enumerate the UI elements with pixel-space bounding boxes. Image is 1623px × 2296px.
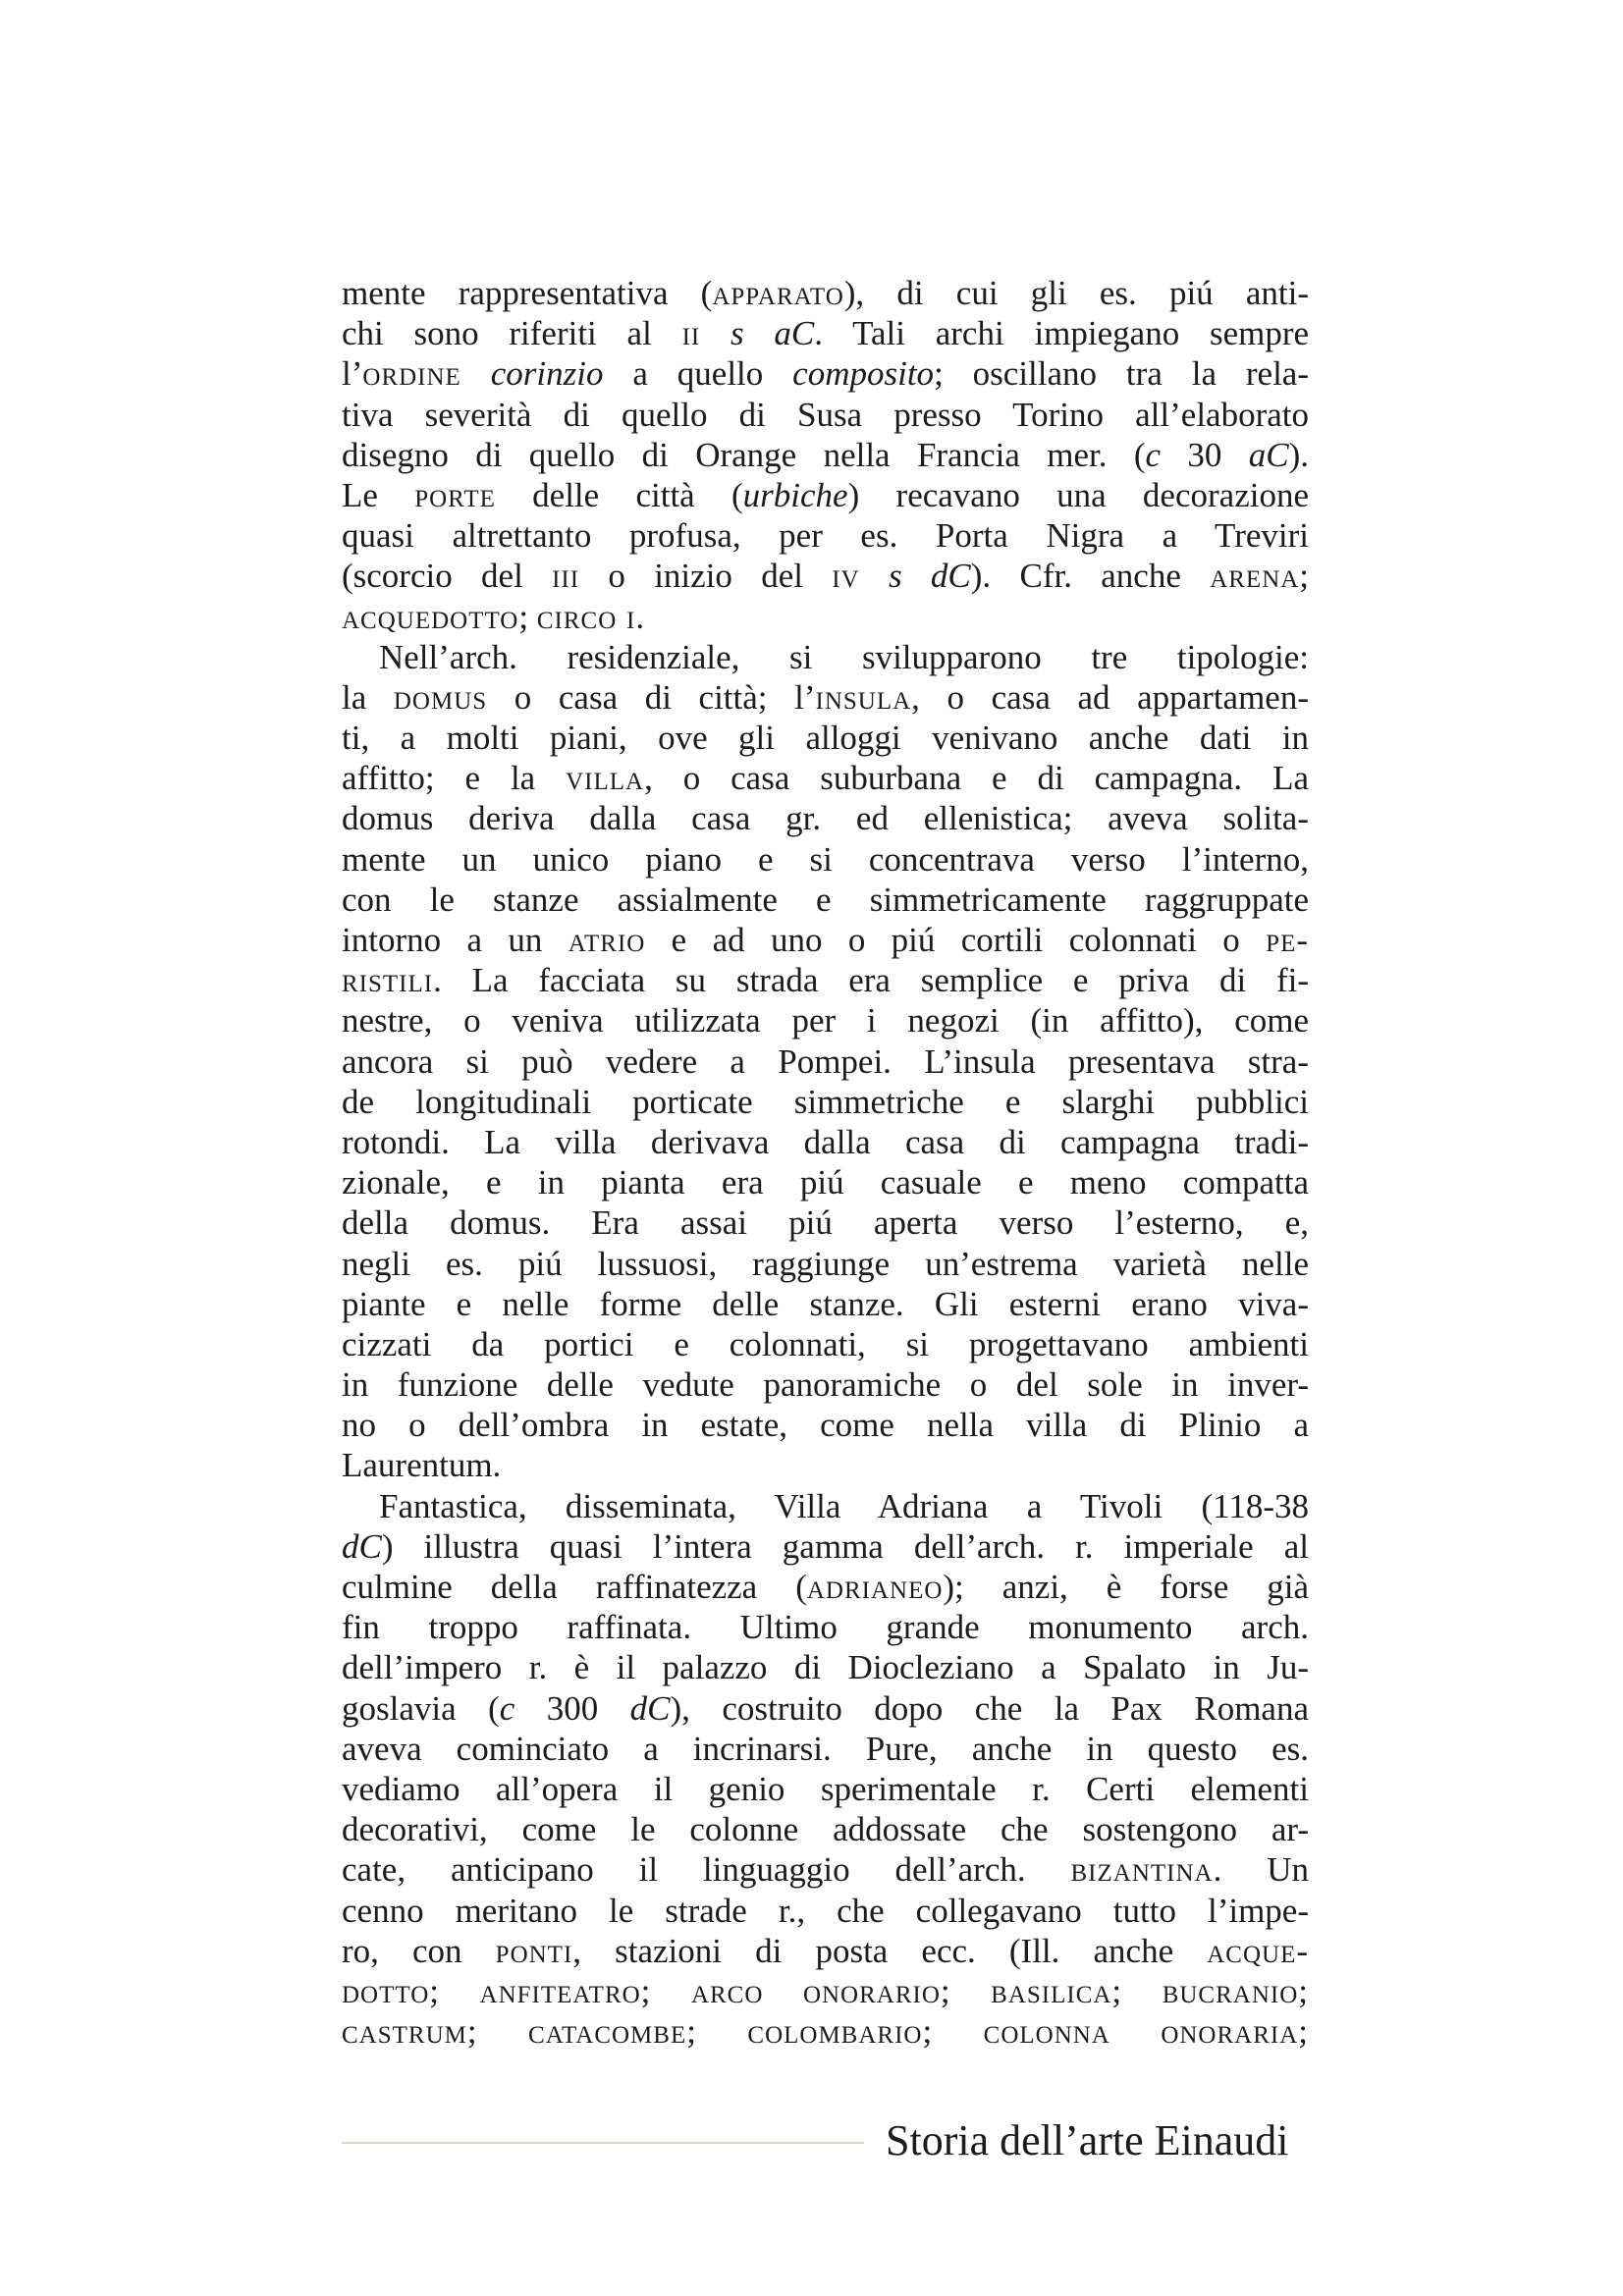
body-text [342,273,1309,2052]
text-line-33: culmine della raffinatezza (adrianeo); anzi, è forse già [342,1568,1310,1606]
text-line-20: ancora si può vedere a Pompei. L’insula presentava stra- [342,1041,1309,1081]
text-line-44: castrum; catacombe; colombario; colonna onoraria; [342,2012,1309,2052]
text-line-31: Fantastica, disseminata, Villa Adriana a Tivoli (118-38 [379,1486,1309,1525]
text-line-22: rotondi. La villa derivava dalla casa di campagna tradi- [342,1122,1309,1161]
text-line-26: piante e nelle forme delle stanze. Gli esterni erano viva- [342,1284,1309,1323]
text-line-3: l’ordine corinzio a quello composito; oscillano tra la rela- [342,354,1309,394]
text-line-34: fin troppo raffinata. Ultimo grande monumento arch. [342,1608,1309,1647]
text-line-25: negli es. piú lussuosi, raggiunge un’estrema varietà nelle [342,1244,1309,1283]
text-line-12: ti, a molti piani, ove gli alloggi venivano anche dati in [342,719,1309,758]
text-line-4: tiva severità di quello di Susa presso Torino all’elaborato [342,395,1309,434]
text-line-8: (scorcio del iii o inizio del iv s dC). Cfr. anche arena; [342,557,1310,596]
text-line-39: decorativi, come le colonne addossate che sostengono ar- [342,1810,1309,1849]
text-line-42: ro, con ponti, stazioni di posta ecc. (Ill. anche acque- [342,1931,1309,1970]
text-line-11: la domus o casa di città; l’insula, o casa ad appartamen- [342,677,1309,717]
text-line-35: dell’impero r. è il palazzo di Diocleziano a Spalato in Ju- [342,1648,1309,1687]
text-line-1: mente rappresentativa (apparato), di cui gli es. piú anti- [342,274,1309,312]
text-line-29: no o dell’ombra in estate, come nella villa di Plinio a [342,1406,1309,1445]
text-line-41: cenno meritano le strade r., che collegavano tutto l’impe- [342,1891,1309,1930]
text-line-40: cate, anticipano il linguaggio dell’arch. bizantina. Un [342,1850,1309,1890]
text-line-16: con le stanze assialmente e simmetricamente raggruppate [342,880,1309,919]
text-line-15: mente un unico piano e si concentrava verso l’interno, [342,839,1309,879]
text-line-17: intorno a un atrio e ad uno o piú cortili colonnati o pe- [342,921,1310,959]
text-line-28: in funzione delle vedute panoramiche o del sole in inver- [342,1365,1309,1405]
text-line-27: cizzati da portici e colonnati, si progettavano ambienti [342,1324,1309,1363]
text-line-38: vediamo all’opera il genio sperimentale r. Certi elementi [342,1769,1309,1808]
text-line-14: domus deriva dalla casa gr. ed ellenistica; aveva solita- [342,799,1309,838]
text-line-30: Laurentum. [342,1446,502,1485]
text-line-7: quasi altrettanto profusa, per es. Porta Nigra a Treviri [342,516,1309,556]
footer-divider [342,2142,864,2144]
text-line-19: nestre, o veniva utilizzata per i negozi (in affitto), come [342,1001,1309,1041]
text-line-13: affitto; e la villa, o casa suburbana e di campagna. La [342,759,1309,798]
text-line-37: aveva cominciato a incrinarsi. Pure, anche in questo es. [342,1729,1309,1768]
text-line-43: dotto; anfiteatro; arco onorario; basilica; bucranio; [342,1971,1309,2010]
text-line-21: de longitudinali porticate simmetriche e slarghi pubblici [342,1082,1309,1121]
text-line-18: ristili. La facciata su strada era semplice e priva di fi- [342,961,1309,1000]
text-line-2: chi sono riferiti al ii s aC. Tali archi impiegano sempre [342,314,1310,353]
text-line-24: della domus. Era assai piú aperta verso l’esterno, e, [342,1203,1309,1243]
text-line-9: acquedotto; circo i. [342,597,645,636]
text-line-6: Le porte delle città (urbiche) recavano una decorazione [342,475,1309,514]
text-line-5: disegno di quello di Orange nella Francia mer. (c 30 aC). [342,435,1309,474]
text-line-10: Nell’arch. residenziale, si svilupparono tre tipologie: [379,637,1309,676]
footer-title: Storia dell’arte Einaudi [886,2116,1289,2164]
text-line-36: goslavia (c 300 dC), costruito dopo che la Pax Romana [342,1688,1309,1728]
text-line-32: dC) illustra quasi l’intera gamma dell’arch. r. imperiale al [342,1526,1309,1566]
text-line-23: zionale, e in pianta era piú casuale e meno compatta [342,1163,1309,1202]
